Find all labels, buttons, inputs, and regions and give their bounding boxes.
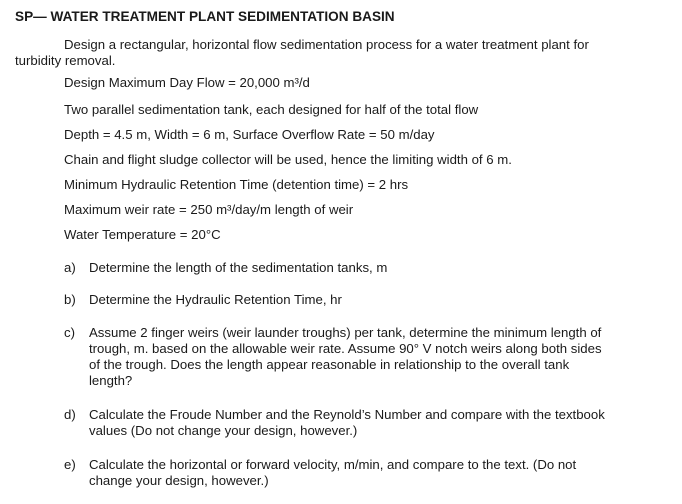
given-design-flow: Design Maximum Day Flow = 20,000 m³/d xyxy=(64,75,310,90)
given-water-temperature: Water Temperature = 20°C xyxy=(64,227,221,242)
question-d-text-line-1: Calculate the Froude Number and the Reynold’s Number and compare with the textbook xyxy=(89,407,605,422)
question-d-letter: d) xyxy=(64,407,76,422)
question-a-text: Determine the length of the sedimentation tanks, m xyxy=(89,260,388,275)
given-dimensions: Depth = 4.5 m, Width = 6 m, Surface Overflow Rate = 50 m/day xyxy=(64,127,435,142)
question-e-letter: e) xyxy=(64,457,76,472)
question-e-text-line-1: Calculate the horizontal or forward velocity, m/min, and compare to the text. (Do not xyxy=(89,457,577,472)
given-retention-time: Minimum Hydraulic Retention Time (detention time) = 2 hrs xyxy=(64,177,409,192)
page-title: SP— WATER TREATMENT PLANT SEDIMENTATION BASIN xyxy=(15,9,395,24)
question-b-letter: b) xyxy=(64,292,76,307)
question-d-text-line-2: values (Do not change your design, however.) xyxy=(89,423,358,438)
intro-text-line-2: turbidity removal. xyxy=(15,53,116,68)
question-a-letter: a) xyxy=(64,260,76,275)
given-weir-rate: Maximum weir rate = 250 m³/day/m length of weir xyxy=(64,202,354,217)
question-b-text: Determine the Hydraulic Retention Time, hr xyxy=(89,292,342,307)
given-parallel-tanks: Two parallel sedimentation tank, each designed for half of the total flow xyxy=(64,102,479,117)
question-e-text-line-2: change your design, however.) xyxy=(89,473,269,488)
question-c-text-line-4: length? xyxy=(89,373,133,388)
intro-text-line-1: Design a rectangular, horizontal flow sedimentation process for a water treatment plant for xyxy=(64,37,589,52)
question-c-letter: c) xyxy=(64,325,75,340)
question-c-text-line-3: of the trough. Does the length appear reasonable in relationship to the overall tank xyxy=(89,357,570,372)
question-c-text-line-2: trough, m. based on the allowable weir rate. Assume 90° V notch weirs along both sides xyxy=(89,341,602,356)
question-c-text-line-1: Assume 2 finger weirs (weir launder troughs) per tank, determine the minimum length of xyxy=(89,325,602,340)
given-sludge-collector: Chain and flight sludge collector will be used, hence the limiting width of 6 m. xyxy=(64,152,512,167)
